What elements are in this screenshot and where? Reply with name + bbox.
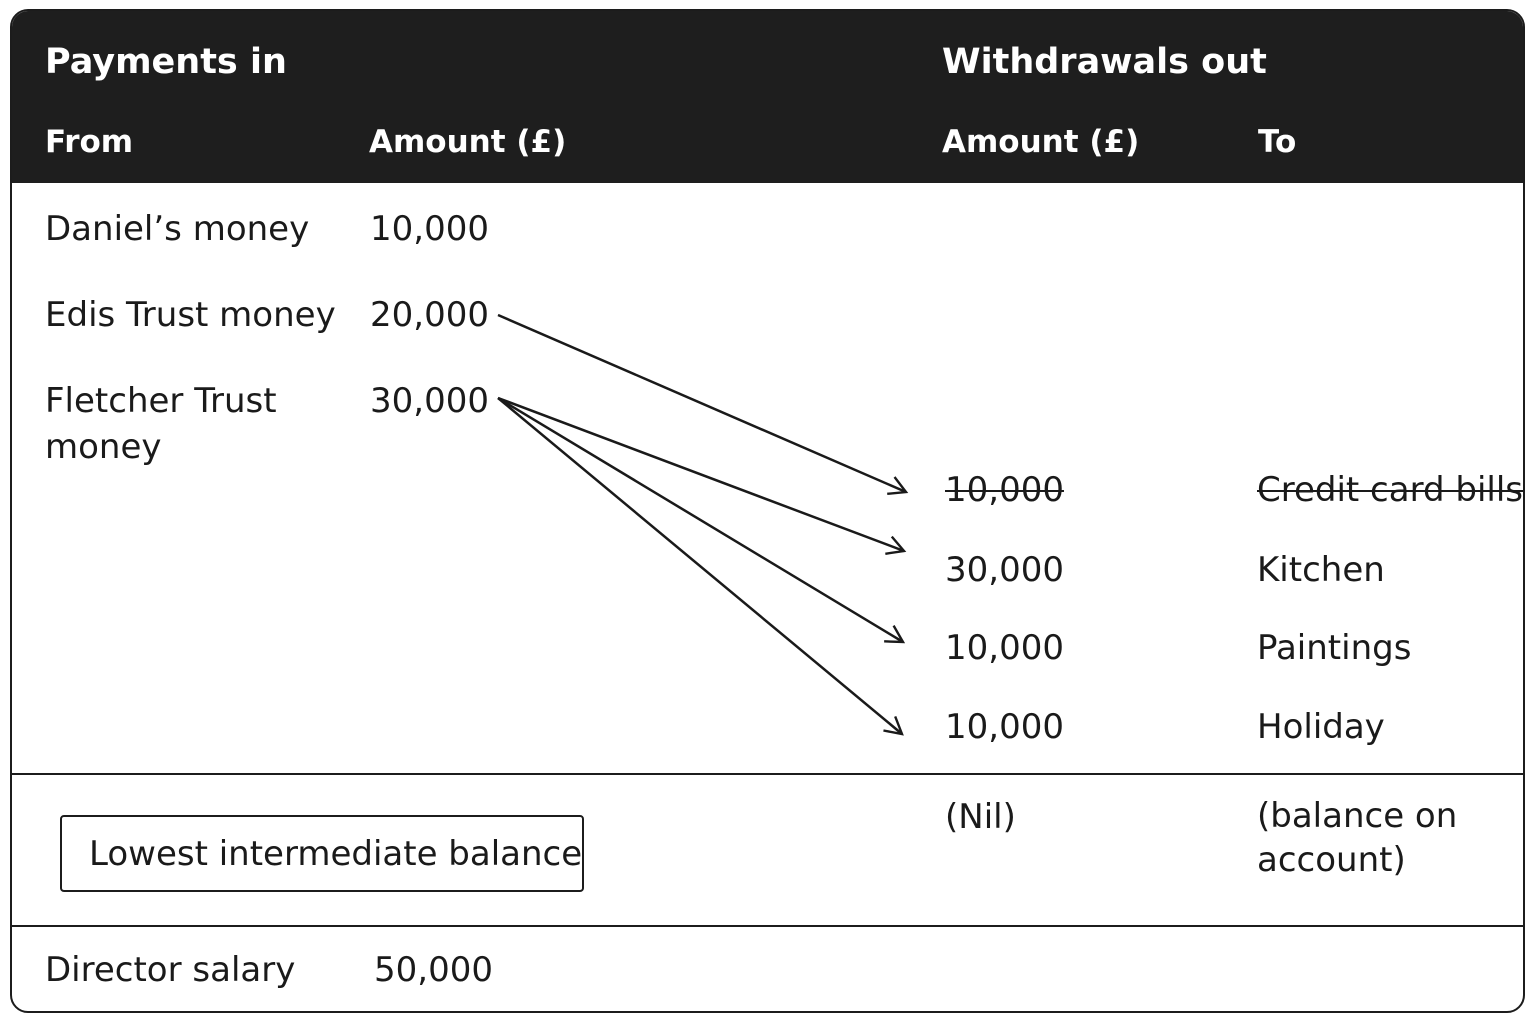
withdrawal-to-kitchen: Kitchen xyxy=(1257,550,1385,590)
withdrawal-amount-holiday: 10,000 xyxy=(945,707,1064,747)
arrow-fletcher-to-paintings xyxy=(498,398,903,642)
payment-amount-fletcher: 30,000 xyxy=(370,381,489,421)
lowest-balance-label: Lowest intermediate balance xyxy=(89,834,583,874)
withdrawal-to-paintings: Paintings xyxy=(1257,628,1412,668)
amount-in-column-header: Amount (£) xyxy=(369,124,567,160)
withdrawals-out-heading: Withdrawals out xyxy=(942,42,1267,82)
payments-in-heading: Payments in xyxy=(45,42,287,82)
salary-amount: 50,000 xyxy=(374,950,493,990)
to-column-header: To xyxy=(1258,124,1297,160)
payment-amount-edis: 20,000 xyxy=(370,295,489,335)
withdrawal-to-credit-card: Credit card bills xyxy=(1257,470,1523,510)
salary-label: Director salary xyxy=(45,950,296,990)
balance-note: (balance on account) xyxy=(1257,796,1458,880)
withdrawal-amount-credit-card: 10,000 xyxy=(945,470,1064,510)
from-column-header: From xyxy=(45,124,134,160)
payment-amount-daniel: 10,000 xyxy=(370,209,489,249)
withdrawal-amount-paintings: 10,000 xyxy=(945,628,1064,668)
payment-from-daniel: Daniel’s money xyxy=(45,209,310,249)
arrow-fletcher-to-kitchen xyxy=(498,398,904,551)
amount-out-column-header: Amount (£) xyxy=(942,124,1140,160)
payment-from-edis: Edis Trust money xyxy=(45,295,336,335)
payment-from-fletcher: Fletcher Trust money xyxy=(45,381,277,467)
withdrawal-to-holiday: Holiday xyxy=(1257,707,1385,747)
arrow-fletcher-to-holiday xyxy=(498,398,902,734)
balance-amount: (Nil) xyxy=(945,797,1016,837)
withdrawal-amount-kitchen: 30,000 xyxy=(945,550,1064,590)
arrow-edis-to-credit-card xyxy=(498,315,906,492)
